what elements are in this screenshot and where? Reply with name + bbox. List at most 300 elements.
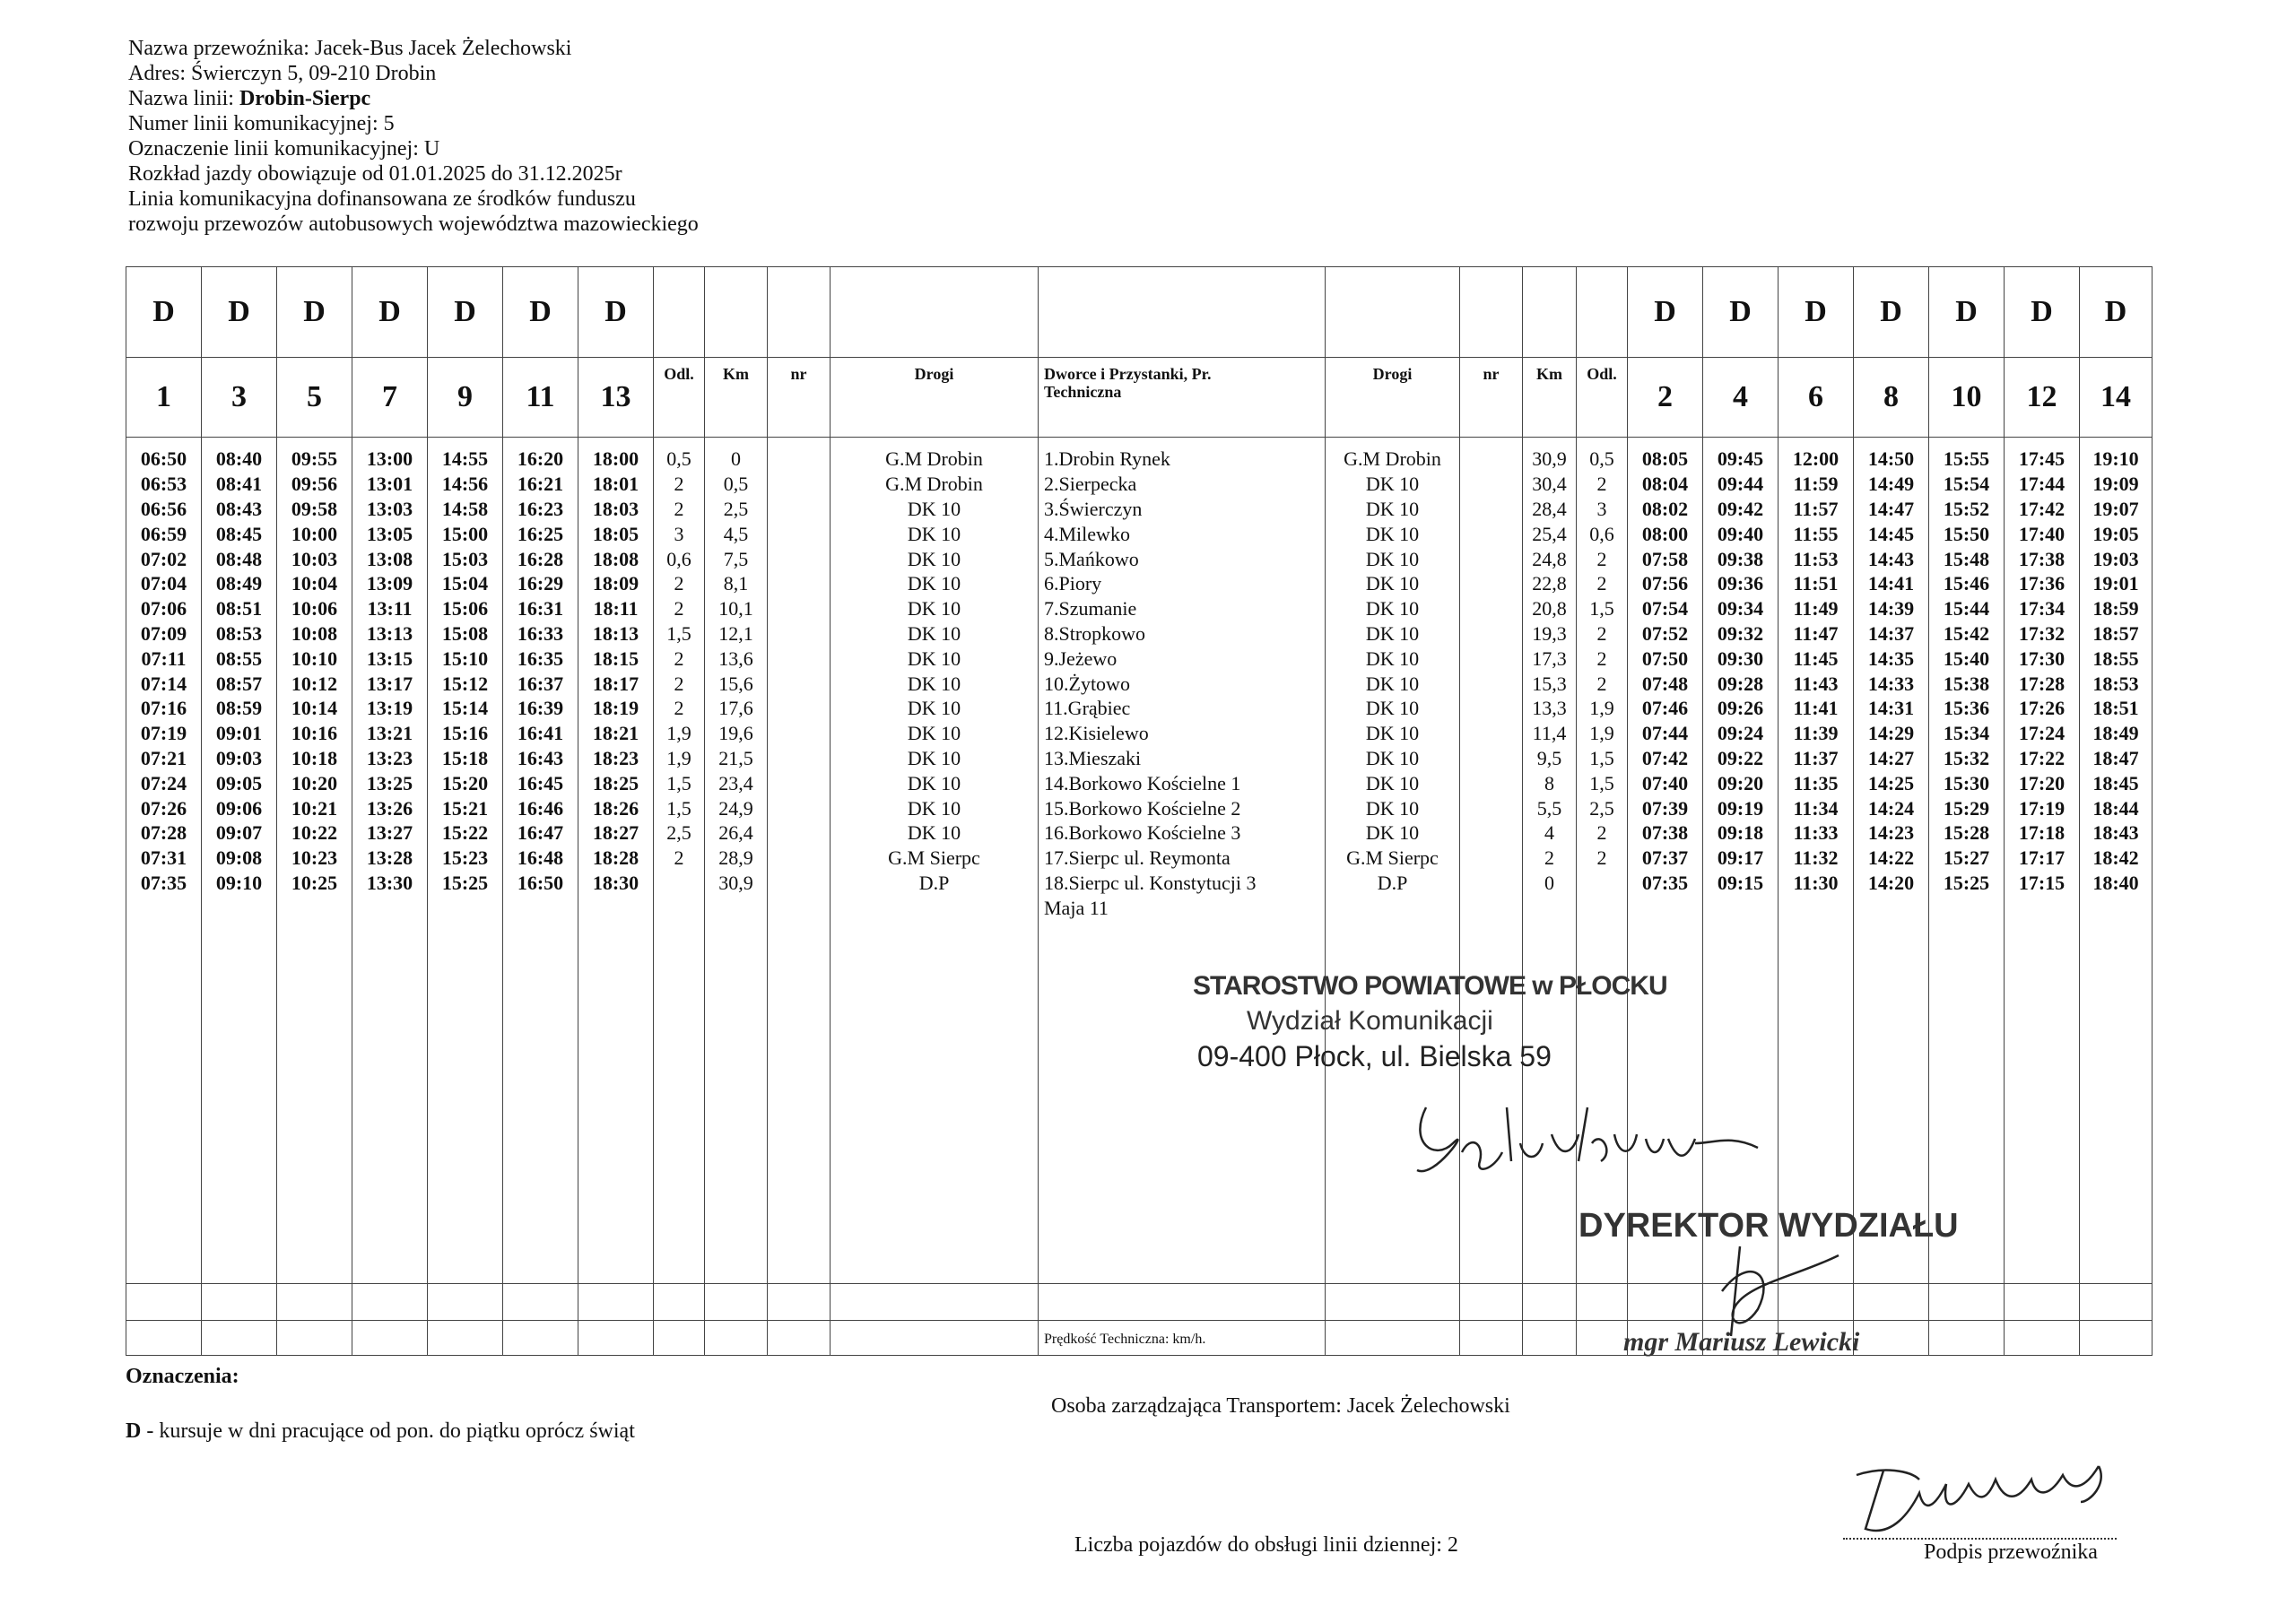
table-cell: 07:39: [1641, 796, 1689, 820]
table-cell: 3.Świerczyn: [1044, 498, 1143, 521]
table-cell: 12.Kisielewo: [1044, 722, 1149, 745]
table-cell: 08:53: [215, 622, 263, 646]
table-cell: 18:55: [2092, 647, 2139, 670]
table-cell: DK 10: [1365, 522, 1420, 545]
right-times-column: [1779, 438, 1853, 895]
table-cell: 15:23: [441, 846, 489, 870]
table-cell: 15:06: [441, 597, 489, 621]
table-cell: 16:31: [517, 597, 564, 621]
table-cell: 09:30: [1717, 647, 1764, 670]
table-cell: 16:21: [517, 473, 564, 496]
table-cell: 19:03: [2092, 547, 2139, 570]
table-cell: 15:54: [1943, 473, 1990, 496]
table-cell: 16:50: [517, 872, 564, 895]
table-cell: 14:33: [1867, 672, 1915, 695]
table-cell: 28,9: [718, 846, 753, 870]
table-cell: 15:08: [441, 622, 489, 646]
table-cell: 08:40: [215, 447, 263, 471]
table-cell: 19:10: [2092, 447, 2139, 471]
table-cell: 25,4: [1532, 522, 1567, 545]
table-cell: 18:26: [592, 796, 639, 820]
table-cell: 07:16: [140, 697, 187, 720]
table-cell: 09:19: [1717, 796, 1764, 820]
table-cell: 15:03: [441, 547, 489, 570]
table-cell: 0,6: [666, 547, 691, 570]
table-cell: 8.Stropkowo: [1044, 622, 1146, 646]
table-cell: 16:47: [517, 821, 564, 845]
table-cell: 30,9: [1532, 447, 1567, 471]
table-cell: G.M Sierpc: [888, 846, 980, 870]
table-cell: DK 10: [907, 771, 961, 794]
table-cell: 13:26: [366, 796, 413, 820]
table-cell: 11:47: [1793, 622, 1839, 646]
table-cell: 14:47: [1867, 498, 1915, 521]
left-times-column: [277, 438, 352, 895]
table-cell: 2: [674, 473, 684, 496]
table-cell: 12,1: [718, 622, 753, 646]
table-cell: 09:58: [291, 498, 338, 521]
table-cell: 13:27: [366, 821, 413, 845]
validity-period: Rozkład jazdy obowiązuje od 01.01.2025 do 31.12.2025r: [128, 162, 622, 186]
table-cell: 2,5: [666, 821, 691, 845]
table-cell: 19:05: [2092, 522, 2139, 545]
table-cell: 09:20: [1717, 771, 1764, 794]
table-cell: 1,9: [666, 747, 691, 770]
table-cell: 08:41: [215, 473, 263, 496]
table-cell: 24,9: [718, 796, 753, 820]
funding-note-2: rozwoju przewozów autobusowych województwa mazowieckiego: [128, 213, 699, 236]
table-cell: 6.Piory: [1044, 572, 1102, 595]
table-cell: 16:20: [517, 447, 564, 471]
left-times-column: [126, 438, 201, 895]
table-cell: 2: [1596, 547, 1607, 570]
table-cell: 2: [1596, 473, 1607, 496]
table-cell: 09:05: [215, 771, 263, 794]
table-cell: 13,6: [718, 647, 753, 670]
table-cell: 07:58: [1641, 547, 1689, 570]
table-cell: 14:43: [1867, 547, 1915, 570]
table-cell: 2.Sierpecka: [1044, 473, 1137, 496]
table-cell: 10:03: [291, 547, 338, 570]
table-cell: 06:50: [140, 447, 187, 471]
left-times-column: [352, 438, 427, 895]
table-cell: 28,4: [1532, 498, 1567, 521]
table-cell: 1,9: [666, 722, 691, 745]
table-cell: 19,6: [718, 722, 753, 745]
table-cell: 0,5: [666, 447, 691, 471]
table-cell: 18:13: [592, 622, 639, 646]
table-cell: 06:59: [140, 522, 187, 545]
table-cell: 08:00: [1641, 522, 1689, 545]
table-cell: 18:25: [592, 771, 639, 794]
left-course-number: 3: [202, 358, 277, 438]
table-cell: 2: [1544, 846, 1554, 870]
table-cell: 09:06: [215, 796, 263, 820]
table-cell: 15:16: [441, 722, 489, 745]
table-cell: 14:31: [1867, 697, 1915, 720]
table-cell: D.P: [1377, 872, 1408, 895]
table-cell: 13,3: [1532, 697, 1567, 720]
table-cell: 10:25: [291, 872, 338, 895]
table-cell: 13:30: [366, 872, 413, 895]
table-cell: 08:49: [215, 572, 263, 595]
table-cell: 1.Drobin Rynek: [1044, 447, 1170, 471]
table-cell: 08:59: [215, 697, 263, 720]
table-cell: 07:35: [1641, 872, 1689, 895]
legend-title: Oznaczenia:: [126, 1365, 239, 1388]
nr-header: nr: [1460, 358, 1523, 438]
table-cell: 18:44: [2092, 796, 2139, 820]
stamp-address: 09-400 Płock, ul. Bielska 59: [1197, 1040, 1552, 1072]
table-cell: 2,5: [723, 498, 749, 521]
table-cell: 17,3: [1532, 647, 1567, 670]
left-course-number: 5: [277, 358, 352, 438]
table-cell: 07:54: [1641, 597, 1689, 621]
table-cell: 09:24: [1717, 722, 1764, 745]
table-cell: G.M Drobin: [885, 473, 983, 496]
table-cell: 1,5: [666, 796, 691, 820]
table-cell: 10,1: [718, 597, 753, 621]
table-cell: 9,5: [1536, 747, 1562, 770]
course-numbers-row: [126, 358, 2152, 438]
table-cell: 15,3: [1532, 672, 1567, 695]
table-cell: 14:58: [441, 498, 489, 521]
table-cell: 15:55: [1943, 447, 1990, 471]
table-cell: 7,5: [723, 547, 749, 570]
table-cell: 15:40: [1943, 647, 1990, 670]
table-cell: 17:18: [2018, 821, 2066, 845]
table-cell: 17:38: [2018, 547, 2066, 570]
right-code: D: [1779, 267, 1854, 358]
table-cell: 09:26: [1717, 697, 1764, 720]
table-cell: D.P: [918, 872, 950, 895]
timetable-body: [126, 438, 2152, 1283]
table-cell: 07:02: [140, 547, 187, 570]
table-cell: 16:29: [517, 572, 564, 595]
right-times-column: [1703, 438, 1778, 895]
table-cell: 16.Borkowo Kościelne 3: [1044, 821, 1241, 845]
table-cell: 23,4: [718, 771, 753, 794]
table-cell: 18:17: [592, 672, 639, 695]
stamp-office: STAROSTWO POWIATOWE w PŁOCKU: [1193, 971, 1667, 1001]
table-cell: 12:00: [1792, 447, 1839, 471]
table-cell: 18:15: [592, 647, 639, 670]
table-cell: DK 10: [1365, 771, 1420, 794]
table-cell: 07:50: [1641, 647, 1689, 670]
table-cell: 2: [1596, 647, 1607, 670]
right-km-column: [1523, 438, 1576, 895]
transport-manager: Osoba zarządzająca Transportem: Jacek Żelechowski: [1051, 1394, 1510, 1418]
table-cell: 17:17: [2018, 846, 2066, 870]
table-cell: 18:09: [592, 572, 639, 595]
left-times-column: [503, 438, 578, 895]
timetable: [126, 266, 2152, 1356]
table-cell: 09:44: [1717, 473, 1764, 496]
table-cell: 18:59: [2092, 597, 2139, 621]
table-cell: 15:22: [441, 821, 489, 845]
table-cell: 09:55: [291, 447, 338, 471]
table-cell: 09:45: [1717, 447, 1764, 471]
right-course-number: 14: [2080, 358, 2152, 438]
table-cell: 15:50: [1943, 522, 1990, 545]
table-cell: 10:14: [291, 697, 338, 720]
table-cell: 11:51: [1793, 572, 1839, 595]
table-cell: 16:39: [517, 697, 564, 720]
table-cell: 07:31: [140, 846, 187, 870]
signature-line: [1843, 1538, 2117, 1540]
table-cell: 15:21: [441, 796, 489, 820]
table-cell: 10:06: [291, 597, 338, 621]
table-cell: 2,5: [1589, 796, 1614, 820]
table-cell: 09:32: [1717, 622, 1764, 646]
table-cell: 13:08: [366, 547, 413, 570]
table-cell: 18:53: [2092, 672, 2139, 695]
stops-header: Dworce i Przystanki, Pr. Techniczna: [1039, 358, 1326, 438]
table-cell: 07:48: [1641, 672, 1689, 695]
table-cell: 07:14: [140, 672, 187, 695]
table-cell: 07:06: [140, 597, 187, 621]
table-cell: 19,3: [1532, 622, 1567, 646]
right-times-column: [2005, 438, 2079, 895]
carrier-signature-label: Podpis przewoźnika: [1924, 1541, 2098, 1564]
table-cell: 1,9: [1589, 722, 1614, 745]
right-course-number: 12: [2005, 358, 2080, 438]
table-cell: 30,9: [718, 872, 753, 895]
table-cell: 15:28: [1943, 821, 1990, 845]
carrier-line: Nazwa przewoźnika: Jacek-Bus Jacek Żelechowski: [128, 37, 572, 60]
table-cell: 08:02: [1641, 498, 1689, 521]
table-cell: 2: [674, 572, 684, 595]
table-cell: 2: [1596, 846, 1607, 870]
table-cell: 16:33: [517, 622, 564, 646]
table-cell: 19:07: [2092, 498, 2139, 521]
table-cell: 15:29: [1943, 796, 1990, 820]
table-cell: 15:38: [1943, 672, 1990, 695]
table-cell: 14:41: [1867, 572, 1915, 595]
table-cell: 08:45: [215, 522, 263, 545]
table-cell: 09:08: [215, 846, 263, 870]
left-course-number: 9: [428, 358, 503, 438]
table-cell: DK 10: [907, 821, 961, 845]
table-cell: 09:15: [1717, 872, 1764, 895]
table-cell: 18:27: [592, 821, 639, 845]
table-cell: 15:20: [441, 771, 489, 794]
table-cell: G.M Drobin: [1344, 447, 1441, 471]
table-cell: 15:46: [1943, 572, 1990, 595]
table-cell: 17:30: [2018, 647, 2066, 670]
table-cell: 18:11: [593, 597, 639, 621]
right-roads-column: [1326, 438, 1459, 895]
table-cell: 2: [674, 647, 684, 670]
table-cell: 0: [731, 447, 741, 471]
table-cell: 10:04: [291, 572, 338, 595]
table-cell: 14:29: [1867, 722, 1915, 745]
table-cell: 07:37: [1641, 846, 1689, 870]
table-cell: 4,5: [723, 522, 749, 545]
table-cell: 17:34: [2018, 597, 2066, 621]
table-cell: 11:41: [1793, 697, 1839, 720]
table-cell: 16:45: [517, 771, 564, 794]
table-cell: 10:12: [291, 672, 338, 695]
table-cell: 14:45: [1867, 522, 1915, 545]
table-cell: 17:28: [2018, 672, 2066, 695]
table-cell: 18:49: [2092, 722, 2139, 745]
table-cell: 30,4: [1532, 473, 1567, 496]
right-code: D: [1929, 267, 2005, 358]
table-cell: 4: [1544, 821, 1554, 845]
table-cell: 10:08: [291, 622, 338, 646]
table-cell: DK 10: [907, 647, 961, 670]
table-cell: 15:10: [441, 647, 489, 670]
table-cell: DK 10: [1365, 672, 1420, 695]
table-cell: 26,4: [718, 821, 753, 845]
table-cell: 17:36: [2018, 572, 2066, 595]
table-cell: 08:57: [215, 672, 263, 695]
table-cell: DK 10: [1365, 722, 1420, 745]
table-cell: 07:56: [1641, 572, 1689, 595]
table-cell: 17:32: [2018, 622, 2066, 646]
table-cell: 08:04: [1641, 473, 1689, 496]
table-cell: 18:40: [2092, 872, 2139, 895]
table-cell: 11:30: [1793, 872, 1839, 895]
left-odl-column: [654, 438, 704, 871]
table-cell: 16:28: [517, 547, 564, 570]
left-course-number: 11: [503, 358, 578, 438]
table-cell: 18:47: [2092, 747, 2139, 770]
carrier-signature: [1848, 1457, 2135, 1538]
table-cell: 2: [674, 498, 684, 521]
table-cell: 18:00: [592, 447, 639, 471]
odl-header: Odl.: [1577, 358, 1628, 438]
right-code: D: [1854, 267, 1929, 358]
table-cell: 13:13: [366, 622, 413, 646]
table-cell: 2: [674, 672, 684, 695]
table-cell: 11:35: [1793, 771, 1839, 794]
footer-row-1: [126, 1283, 2152, 1320]
left-code: D: [503, 267, 578, 358]
table-cell: 08:48: [215, 547, 263, 570]
table-cell: 07:28: [140, 821, 187, 845]
table-cell: 11.Grąbiec: [1044, 697, 1131, 720]
km-header: Km: [1523, 358, 1577, 438]
left-course-number: 7: [352, 358, 428, 438]
table-cell: 14:23: [1867, 821, 1915, 845]
table-cell: 15:30: [1943, 771, 1990, 794]
table-cell: 07:44: [1641, 722, 1689, 745]
table-cell: DK 10: [907, 522, 961, 545]
table-cell: 13:05: [366, 522, 413, 545]
table-cell: 15:14: [441, 697, 489, 720]
table-cell: DK 10: [907, 498, 961, 521]
table-cell: 09:07: [215, 821, 263, 845]
table-cell: 2: [1596, 672, 1607, 695]
table-cell: 18:57: [2092, 622, 2139, 646]
table-cell: DK 10: [907, 747, 961, 770]
table-cell: 11,4: [1532, 722, 1567, 745]
legend-item: D - kursuje w dni pracujące od pon. do piątku oprócz świąt: [126, 1419, 635, 1443]
table-cell: 17:15: [2018, 872, 2066, 895]
table-cell: 1,5: [666, 622, 691, 646]
table-cell: 14:50: [1867, 447, 1915, 471]
stamp-director-title: DYREKTOR WYDZIAŁU: [1578, 1207, 1959, 1245]
table-cell: 18:51: [2092, 697, 2139, 720]
nr-header: nr: [768, 358, 831, 438]
table-cell: 16:23: [517, 498, 564, 521]
table-cell: DK 10: [907, 697, 961, 720]
table-cell: 18:23: [592, 747, 639, 770]
right-code: D: [2080, 267, 2152, 358]
left-times-column: [202, 438, 276, 895]
table-cell: 09:38: [1717, 547, 1764, 570]
table-cell: 11:39: [1793, 722, 1839, 745]
table-cell: 16:46: [517, 796, 564, 820]
table-cell: 08:55: [215, 647, 263, 670]
table-cell: 14.Borkowo Kościelne 1: [1044, 771, 1241, 794]
roads-header: Drogi: [1326, 358, 1460, 438]
table-cell: 14:55: [441, 447, 489, 471]
table-cell: 15,6: [718, 672, 753, 695]
table-cell: 1,5: [666, 771, 691, 794]
right-times-column: [1628, 438, 1702, 895]
line-name: Nazwa linii: Drobin-Sierpc: [128, 87, 371, 110]
left-course-number: 13: [578, 358, 654, 438]
table-cell: 18.Sierpc ul. Konstytucji 3: [1044, 872, 1257, 895]
table-cell: 13:17: [366, 672, 413, 695]
table-cell: 17:40: [2018, 522, 2066, 545]
table-cell: 15:25: [1943, 872, 1990, 895]
table-cell: 10:18: [291, 747, 338, 770]
table-cell: 15:27: [1943, 846, 1990, 870]
table-cell: 14:20: [1867, 872, 1915, 895]
table-cell: 15:25: [441, 872, 489, 895]
table-cell: 10:20: [291, 771, 338, 794]
table-cell: 2: [674, 846, 684, 870]
table-cell: 13:15: [366, 647, 413, 670]
table-cell: DK 10: [1365, 597, 1420, 621]
left-code: D: [202, 267, 277, 358]
table-cell: 15:52: [1943, 498, 1990, 521]
table-cell: 0: [1544, 872, 1554, 895]
table-cell: G.M Sierpc: [1346, 846, 1439, 870]
left-code: D: [352, 267, 428, 358]
table-cell: 13:03: [366, 498, 413, 521]
table-cell: 09:36: [1717, 572, 1764, 595]
table-cell: DK 10: [907, 572, 961, 595]
table-cell: 1,5: [1589, 771, 1614, 794]
table-cell: 21,5: [718, 747, 753, 770]
left-course-number: 1: [126, 358, 202, 438]
right-course-number: 10: [1929, 358, 2005, 438]
table-cell: 09:34: [1717, 597, 1764, 621]
technical-speed: Prędkość Techniczna: km/h.: [1044, 1331, 1206, 1347]
table-cell: 07:21: [140, 747, 187, 770]
table-cell: DK 10: [907, 597, 961, 621]
table-cell: 11:37: [1793, 747, 1839, 770]
table-cell: DK 10: [1365, 572, 1420, 595]
table-cell: 13:21: [366, 722, 413, 745]
table-cell: 17:24: [2018, 722, 2066, 745]
official-signature: [1399, 1089, 1776, 1188]
left-code: D: [428, 267, 503, 358]
table-cell: 18:19: [592, 697, 639, 720]
table-cell: 8: [1544, 771, 1554, 794]
table-cell: 07:52: [1641, 622, 1689, 646]
table-cell: 15.Borkowo Kościelne 2: [1044, 796, 1241, 820]
left-times-column: [428, 438, 502, 895]
table-cell: 14:35: [1867, 647, 1915, 670]
table-cell: 2: [674, 697, 684, 720]
course-codes-row: [126, 267, 2152, 358]
